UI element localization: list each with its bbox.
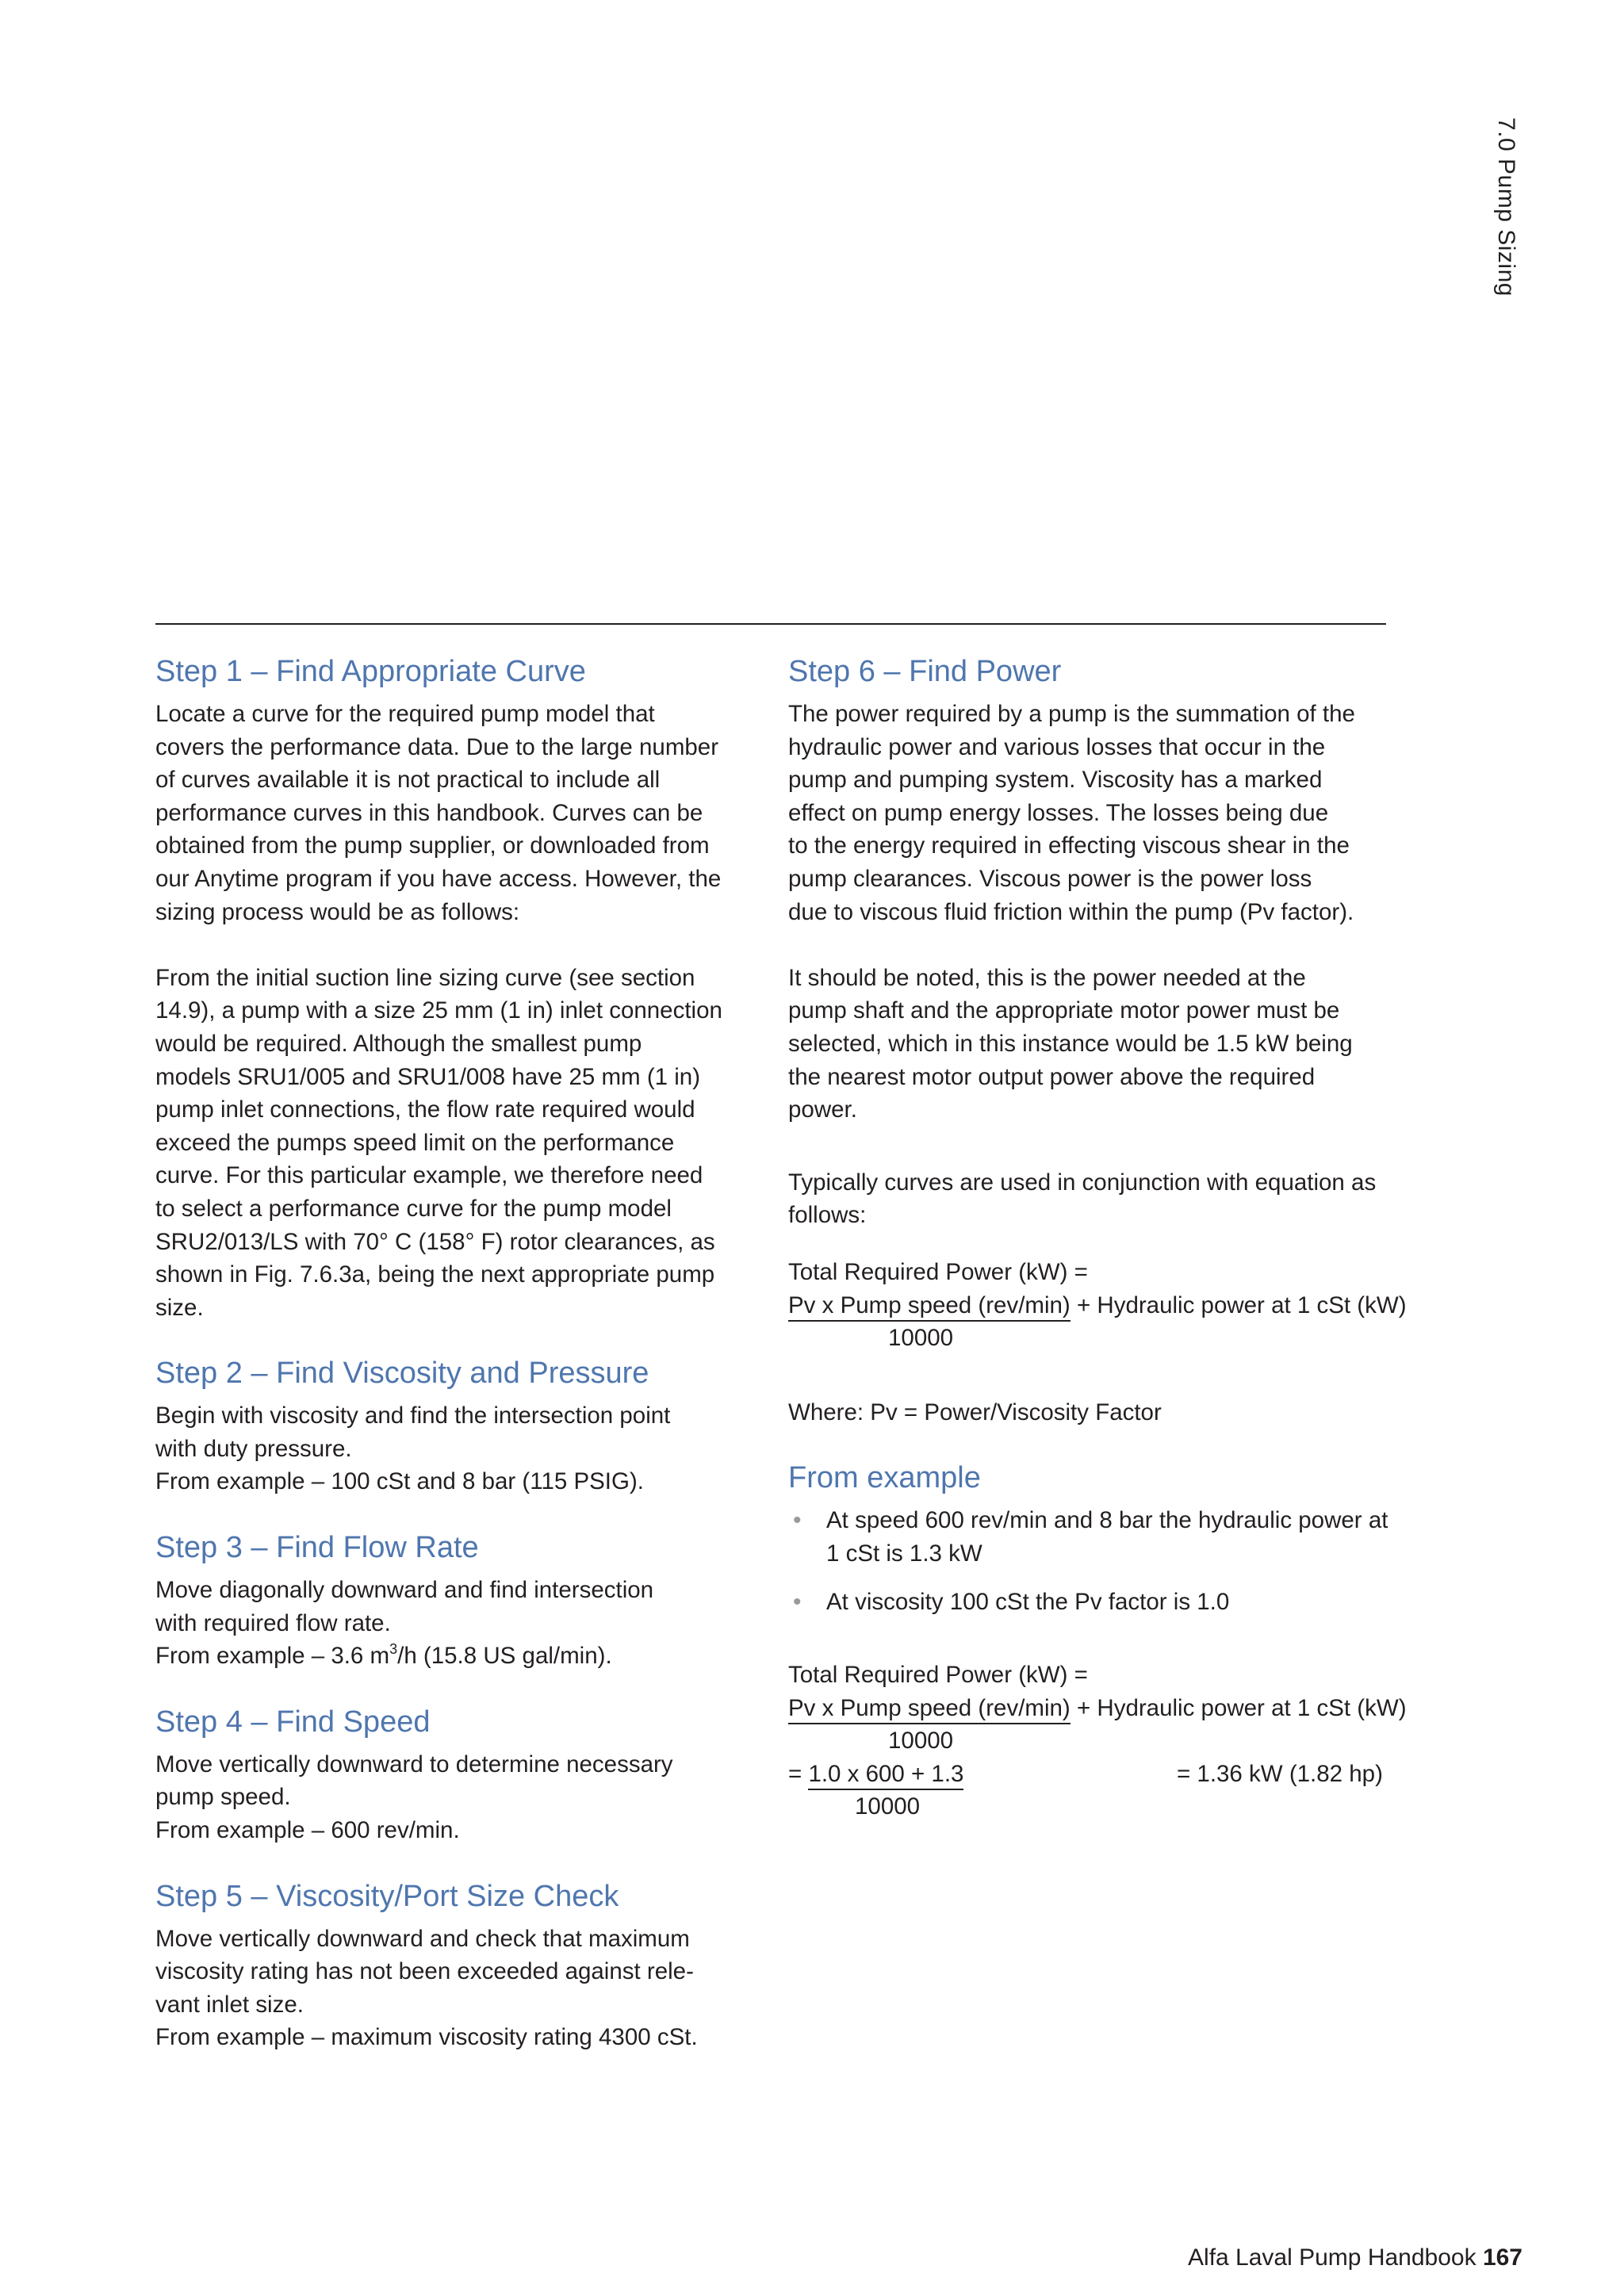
step6-section: [788, 652, 1454, 1429]
text-line: SRU2/013/LS with 70° C (158° F) rotor clearances, as: [155, 1228, 715, 1255]
formula-numerator: Pv x Pump speed (rev/min): [788, 1694, 1071, 1724]
text-line: pump shaft and the appropriate motor power must be: [788, 997, 1340, 1024]
text-line: 14.9), a pump with a size 25 mm (1 in) inlet connection: [155, 997, 722, 1024]
text-line: From the initial suction line sizing curve (see section: [155, 964, 695, 991]
text-line: obtained from the pump supplier, or downloaded from: [155, 832, 710, 859]
right-column: [788, 652, 1454, 1823]
text-line: would be required. Although the smallest pump: [155, 1030, 642, 1057]
step2-section: [155, 1353, 758, 1498]
step3-section: [155, 1528, 758, 1673]
text-line: our Anytime program if you have access. However, the: [155, 865, 722, 892]
step2-heading: Step 2 – Find Viscosity and Pressure: [155, 1357, 649, 1391]
text-line: From example – maximum viscosity rating 4300 cSt.: [155, 2024, 698, 2051]
text-line: pump inlet connections, the flow rate required would: [155, 1096, 695, 1123]
step4-heading: Step 4 – Find Speed: [155, 1705, 431, 1739]
formula-rest: + Hydraulic power at 1 cSt (kW): [1070, 1694, 1407, 1721]
header-rule: [155, 623, 1386, 625]
step6-paragraph-1: [788, 698, 1454, 928]
step5-heading: Step 5 – Viscosity/Port Size Check: [155, 1879, 619, 1913]
text-line: pump and pumping system. Viscosity has a marked: [788, 767, 1323, 794]
formula-line: Total Required Power (kW) =: [788, 1258, 1088, 1285]
formula-denominator: 10000: [888, 1325, 954, 1352]
text-line: hydraulic power and various losses that occur in the: [788, 733, 1326, 760]
text-line: pump speed.: [155, 1784, 291, 1811]
example-text: From example – 3.6 m: [155, 1643, 390, 1670]
text-line: From example – 600 rev/min.: [155, 1817, 460, 1844]
bullet-line: At viscosity 100 cSt the Pv factor is 1.0: [826, 1589, 1230, 1616]
text-line: curve. For this particular example, we therefore need: [155, 1162, 703, 1189]
example-bullet-list: [788, 1504, 1454, 1619]
calc-row: [788, 1758, 1454, 1791]
text-line: Move diagonally downward and find intersection: [155, 1577, 654, 1604]
formula-numerator: Pv x Pump speed (rev/min): [788, 1292, 1071, 1322]
formula-fraction: [788, 1692, 1454, 1725]
where-line: Where: Pv = Power/Viscosity Factor: [788, 1399, 1162, 1425]
text-line: performance curves in this handbook. Curves can be: [155, 799, 703, 826]
example-heading: From example: [788, 1461, 981, 1495]
superscript: 3: [389, 1641, 398, 1658]
text-line: shown in Fig. 7.6.3a, being the next appropriate pump: [155, 1261, 715, 1288]
example-section: [788, 1458, 1454, 1823]
text-line: covers the performance data. Due to the large number: [155, 733, 719, 760]
formula-fraction: [788, 1289, 1454, 1322]
text-line: Move vertically downward and check that maximum: [155, 1925, 690, 1952]
step5-section: [155, 1877, 758, 2054]
text-line: models SRU1/005 and SRU1/008 have 25 mm (1 in): [155, 1063, 701, 1090]
text-line: to the energy required in effecting viscous shear in the: [788, 832, 1350, 859]
step1-section: [155, 652, 758, 1324]
bullet-dot-icon: •: [793, 1507, 802, 1534]
text-line: due to viscous fluid friction within the pump (Pv factor).: [788, 898, 1354, 925]
formula-line: Total Required Power (kW) =: [788, 1662, 1088, 1689]
text-line: follows:: [788, 1202, 867, 1229]
step6-heading: Step 6 – Find Power: [788, 655, 1062, 688]
page-footer: [1188, 2242, 1522, 2274]
text-line: It should be noted, this is the power needed at the: [788, 964, 1306, 991]
text-line: the nearest motor output power above the required: [788, 1063, 1316, 1090]
step6-paragraph-3: [788, 1166, 1454, 1232]
step4-section: [155, 1702, 758, 1847]
text-line: with duty pressure.: [155, 1435, 352, 1462]
text-line: vant inlet size.: [155, 1991, 304, 2018]
formula-rest: + Hydraulic power at 1 cSt (kW): [1070, 1292, 1407, 1318]
step3-heading: Step 3 – Find Flow Rate: [155, 1531, 479, 1565]
flow-rate-example: [155, 1640, 758, 1673]
calc-denominator: 10000: [855, 1793, 921, 1820]
formula-denominator: 10000: [888, 1728, 954, 1755]
list-item: [788, 1504, 1454, 1570]
text-line: Locate a curve for the required pump model that: [155, 701, 655, 727]
list-item: [788, 1586, 1454, 1619]
example-power-formula: [788, 1659, 1454, 1823]
step1-heading: Step 1 – Find Appropriate Curve: [155, 655, 586, 688]
step1-paragraph-1: [155, 698, 758, 928]
text-line: with required flow rate.: [155, 1609, 391, 1636]
text-line: of curves available it is not practical to include all: [155, 767, 661, 794]
bullet-dot-icon: •: [793, 1589, 802, 1616]
footer-title: Alfa Laval Pump Handbook: [1188, 2244, 1483, 2271]
bullet-line: 1 cSt is 1.3 kW: [826, 1540, 982, 1567]
text-line: From example – 100 cSt and 8 bar (115 PSIG).: [155, 1468, 644, 1495]
page-number: 167: [1482, 2244, 1522, 2271]
calc-numerator: 1.0 x 600 + 1.3: [808, 1760, 963, 1790]
text-line: Move vertically downward to determine necessary: [155, 1751, 673, 1777]
text-line: to select a performance curve for the pump model: [155, 1195, 672, 1222]
text-line: Typically curves are used in conjunction with equation as: [788, 1169, 1377, 1196]
text-line: sizing process would be as follows:: [155, 898, 520, 925]
text-line: effect on pump energy losses. The losses being due: [788, 799, 1329, 826]
chapter-side-label: 7.0 Pump Sizing: [1493, 117, 1519, 297]
text-line: viscosity rating has not been exceeded against rele-: [155, 1958, 694, 1985]
calc-result: = 1.36 kW (1.82 hp): [1177, 1760, 1383, 1787]
example-text: /h (15.8 US gal/min).: [397, 1643, 612, 1670]
left-column: [155, 652, 758, 2054]
text-line: exceed the pumps speed limit on the performance: [155, 1129, 675, 1156]
text-line: Begin with viscosity and find the intersection point: [155, 1402, 671, 1429]
text-line: pump clearances. Viscous power is the power loss: [788, 865, 1312, 892]
power-formula: [788, 1256, 1454, 1355]
text-line: The power required by a pump is the summation of the: [788, 701, 1355, 727]
step6-paragraph-2: [788, 962, 1454, 1127]
bullet-line: At speed 600 rev/min and 8 bar the hydraulic power at: [826, 1507, 1388, 1534]
text-line: size.: [155, 1294, 204, 1321]
text-line: power.: [788, 1096, 857, 1123]
step1-paragraph-2: [155, 962, 758, 1325]
text-line: selected, which in this instance would be 1.5 kW being: [788, 1030, 1353, 1057]
calc-prefix: =: [788, 1760, 809, 1787]
